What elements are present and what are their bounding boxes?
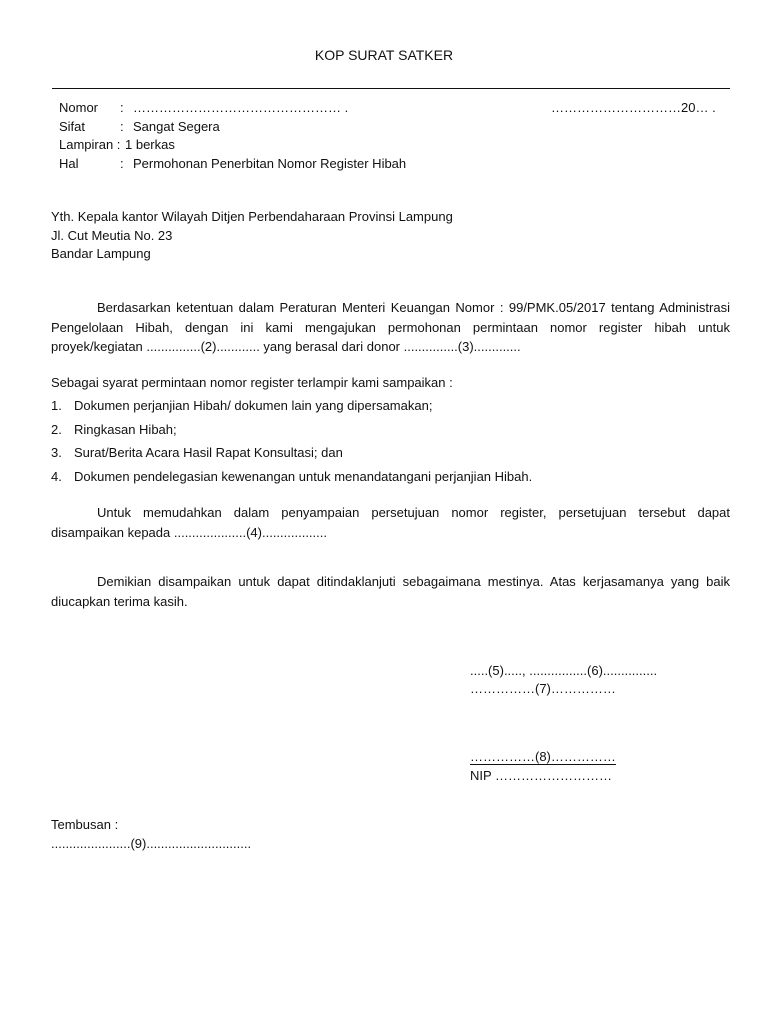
recipient-line: Jl. Cut Meutia No. 23 [51, 227, 173, 243]
list-number: 3. [51, 445, 62, 460]
body-paragraph-2: Untuk memudahkan dalam penyampaian persetujuan nomor register, persetujuan tersebut dapat disampaikan kepada ....................(4).................. [51, 505, 730, 540]
meta-row-sifat [59, 118, 406, 137]
letter-meta [59, 99, 406, 173]
letterhead-title: KOP SURAT SATKER [314, 47, 454, 63]
list-item [51, 467, 532, 491]
list-item [51, 420, 532, 444]
meta-label: Lampiran : [59, 137, 121, 152]
meta-label: Hal [59, 155, 79, 171]
meta-colon: : [120, 155, 124, 171]
list-number: 1. [51, 398, 62, 413]
tembusan-section [51, 816, 251, 853]
recipient-line: Yth. Kepala kantor Wilayah Ditjen Perbendaharaan Provinsi Lampung [51, 209, 453, 224]
list-number: 2. [51, 421, 62, 437]
list-text: Dokumen perjanjian Hibah/ dokumen lain yang dipersamakan; [74, 398, 433, 413]
signature-position: ……………(7)…………… [470, 681, 616, 696]
list-item [51, 443, 532, 467]
meta-colon: : [120, 118, 124, 134]
meta-value: Sangat Segera [133, 118, 220, 134]
recipient-line: Bandar Lampung [51, 246, 151, 261]
recipient-address [51, 208, 453, 264]
requirements-list [51, 396, 532, 490]
meta-colon: : [120, 100, 124, 115]
signature-place-date: .....(5)....., ................(6)............... [470, 663, 658, 678]
meta-label: Nomor [59, 100, 99, 115]
meta-value: ………………………………………… . [133, 100, 349, 115]
letter-date: …………………………20… . [551, 100, 716, 115]
letterhead-divider [52, 88, 730, 89]
tembusan-label: Tembusan : [51, 817, 119, 832]
list-text: Ringkasan Hibah; [74, 421, 177, 437]
meta-row-nomor [59, 99, 406, 118]
body-paragraph-3: Demikian disampaikan untuk dapat ditindaklanjuti sebagaimana mestinya. Atas kerjasamanya yang baik diucapkan terima kasih. [51, 574, 730, 609]
list-number: 4. [51, 468, 62, 484]
meta-row-hal [59, 155, 406, 174]
meta-label: Sifat [59, 118, 86, 134]
list-text: Surat/Berita Acara Hasil Rapat Konsultasi; dan [74, 445, 343, 460]
signature-name [470, 748, 616, 766]
list-text: Dokumen pendelegasian kewenangan untuk menandatangani perjanjian Hibah. [74, 468, 533, 484]
signature-nip: NIP ……………………… [470, 768, 613, 783]
list-intro: Sebagai syarat permintaan nomor register terlampir kami sampaikan : [51, 375, 453, 390]
meta-value: Permohonan Penerbitan Nomor Register Hibah [133, 155, 407, 171]
body-paragraph-1: Berdasarkan ketentuan dalam Peraturan Menteri Keuangan Nomor : 99/PMK.05/2017 tentang Administrasi Pengelolaan Hibah, dengan ini kami mengajukan permohonan permintaan nomor register hibah untuk proyek/kegiatan ...............(2)............ yang berasal dari donor ...............(3)............. [51, 300, 730, 354]
meta-value: 1 berkas [125, 137, 175, 152]
signature-name-text: ……………(8)…………… [470, 749, 616, 764]
meta-row-lampiran [59, 136, 406, 155]
list-item [51, 396, 532, 420]
tembusan-value: ......................(9)............................. [51, 835, 252, 851]
